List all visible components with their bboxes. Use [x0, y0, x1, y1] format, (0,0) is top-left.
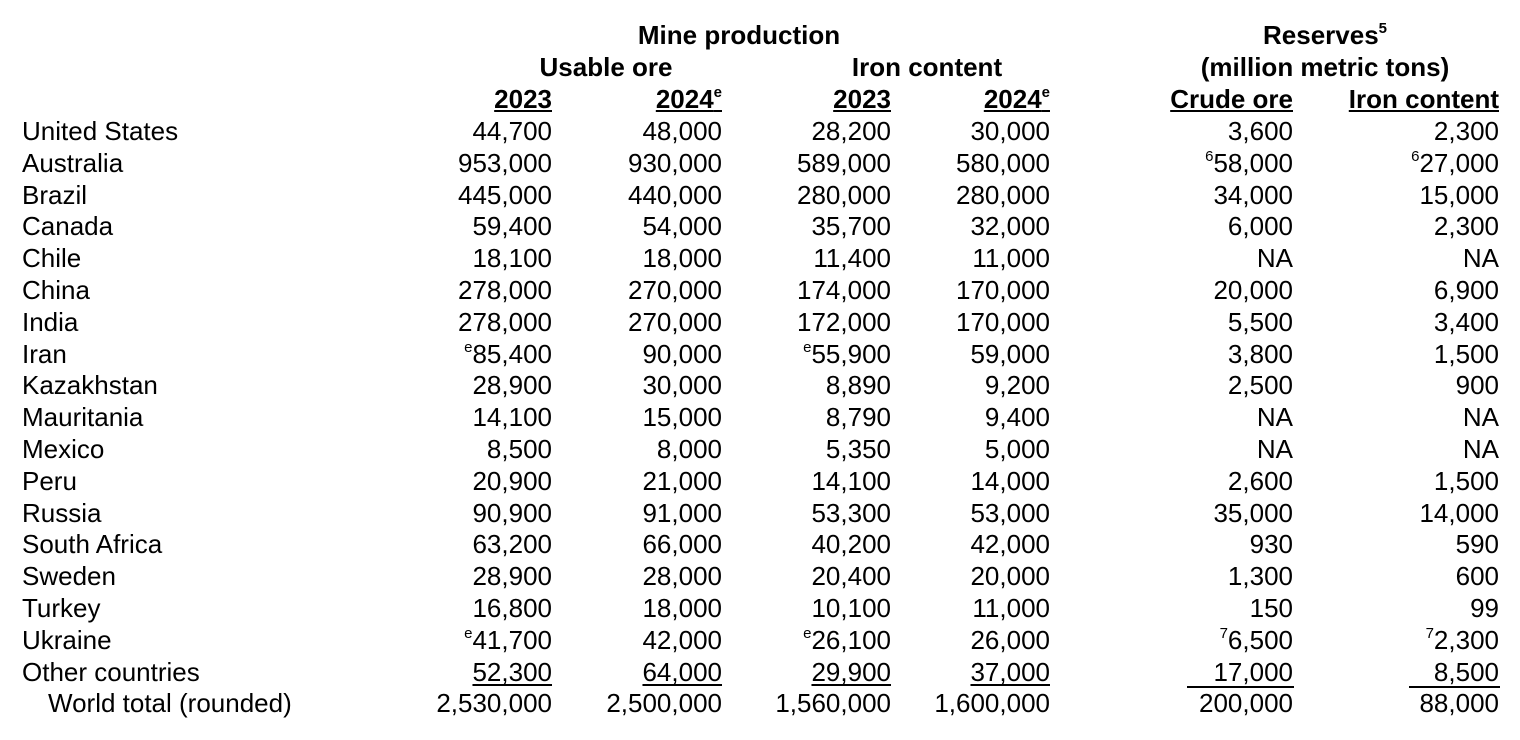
cell-value: NA: [1462, 402, 1499, 432]
cell-value: 18,000: [642, 243, 722, 273]
cell-iron-content-2023: [811, 656, 891, 688]
cell-reserves-iron-content: [1456, 528, 1499, 560]
cell-value: 270,000: [628, 275, 722, 305]
cell-value: 48,000: [642, 116, 722, 146]
cell-usable-ore-2024: [657, 433, 722, 465]
country-name: Russia: [22, 498, 102, 528]
cell-value: 2,530,000: [436, 688, 552, 718]
cell-value: 9,200: [984, 370, 1050, 400]
cell-iron-content-2023: [826, 401, 891, 433]
world-total-label: World total (rounded): [48, 688, 292, 718]
cell-iron-content-2024: [985, 401, 1050, 433]
cell-iron-content-2023: [797, 147, 891, 179]
cell-usable-ore-2024: [628, 306, 722, 338]
cell-reserves-crude-ore: [1228, 338, 1293, 370]
footnote-mark: e: [464, 339, 473, 356]
cell-usable-ore-2024: [642, 528, 722, 560]
cell-value: NA: [1256, 402, 1293, 432]
cell-value: 6,500: [1227, 625, 1293, 655]
cell-iron-content-2023: [811, 465, 891, 497]
cell-value: 930,000: [628, 148, 722, 178]
cell-reserves-crude-ore: [1257, 433, 1293, 465]
cell-usable-ore-2024: [642, 369, 722, 401]
cell-value: 11,000: [972, 243, 1050, 273]
cell-value: 6,000: [1227, 211, 1293, 241]
cell-value: 1,500: [1433, 339, 1499, 369]
cell-value: 52,300: [472, 657, 552, 687]
cell-value: 174,000: [797, 275, 891, 305]
cell-reserves-iron-content: [1434, 210, 1499, 242]
cell-usable-ore-2023: [472, 401, 552, 433]
cell-usable-ore-2024: [606, 687, 722, 719]
cell-iron-content-2024: [970, 465, 1050, 497]
col-header-usable-2023: 2023: [494, 84, 552, 114]
cell-value: 5,350: [825, 434, 891, 464]
cell-value: 3,400: [1433, 307, 1499, 337]
cell-value: 18,000: [642, 593, 722, 623]
cell-iron-content-2023: [811, 528, 891, 560]
total-rule-crude-ore: [1187, 686, 1294, 688]
country-name: Sweden: [22, 561, 116, 591]
cell-reserves-crude-ore: [1228, 560, 1293, 592]
cell-reserves-crude-ore: [1199, 687, 1293, 719]
cell-usable-ore-2024: [628, 147, 722, 179]
cell-usable-ore-2024: [642, 560, 722, 592]
cell-value: 200,000: [1199, 688, 1293, 718]
cell-usable-ore-2024: [642, 497, 722, 529]
cell-usable-ore-2024: [642, 210, 722, 242]
cell-value: 8,790: [825, 402, 891, 432]
reserves-footnote-mark: 5: [1378, 20, 1387, 37]
cell-usable-ore-2023: [487, 433, 552, 465]
cell-usable-ore-2023: [436, 687, 552, 719]
cell-value: 20,000: [1213, 275, 1293, 305]
cell-usable-ore-2023: [464, 338, 552, 370]
header-mine-production: Mine production: [637, 20, 841, 50]
cell-usable-ore-2023: [472, 210, 552, 242]
footnote-mark: 7: [1425, 625, 1434, 642]
cell-value: 278,000: [458, 307, 552, 337]
cell-value: 28,900: [472, 561, 552, 591]
cell-value: 2,500: [1227, 370, 1293, 400]
cell-value: 20,000: [970, 561, 1050, 591]
cell-value: 280,000: [797, 180, 891, 210]
col-header-iron-2024: 2024e: [983, 84, 1050, 114]
cell-value: 59,000: [970, 339, 1050, 369]
cell-iron-content-2024: [970, 497, 1050, 529]
cell-reserves-iron-content: [1434, 306, 1499, 338]
cell-value: 14,100: [472, 402, 552, 432]
cell-reserves-iron-content: [1434, 115, 1499, 147]
cell-iron-content-2024: [970, 624, 1050, 656]
cell-value: 63,200: [472, 529, 552, 559]
cell-reserves-crude-ore: [1257, 401, 1293, 433]
cell-value: 11,400: [813, 243, 891, 273]
cell-usable-ore-2023: [472, 465, 552, 497]
cell-value: NA: [1256, 434, 1293, 464]
cell-value: 58,000: [1213, 148, 1293, 178]
cell-value: 445,000: [458, 180, 552, 210]
cell-usable-ore-2023: [464, 624, 552, 656]
cell-iron-content-2024: [970, 656, 1050, 688]
cell-value: 40,200: [811, 529, 891, 559]
cell-usable-ore-2024: [642, 242, 722, 274]
cell-value: 8,500: [486, 434, 552, 464]
cell-value: 85,400: [472, 339, 552, 369]
cell-value: 3,800: [1227, 339, 1293, 369]
cell-usable-ore-2023: [472, 369, 552, 401]
country-name: China: [22, 275, 90, 305]
cell-iron-content-2024: [972, 242, 1050, 274]
cell-value: 3,600: [1227, 116, 1293, 146]
cell-value: 600: [1455, 561, 1499, 591]
cell-value: 35,700: [811, 211, 891, 241]
cell-value: 64,000: [642, 657, 722, 687]
cell-reserves-crude-ore: [1250, 528, 1293, 560]
cell-value: 8,500: [1433, 657, 1499, 687]
cell-reserves-iron-content: [1434, 274, 1499, 306]
cell-value: 1,500: [1433, 466, 1499, 496]
cell-value: 16,800: [472, 593, 552, 623]
country-name: Mauritania: [22, 402, 144, 432]
country-name: India: [22, 307, 79, 337]
cell-value: 90,900: [472, 498, 552, 528]
cell-value: 66,000: [642, 529, 722, 559]
cell-iron-content-2024: [970, 115, 1050, 147]
country-name: Iran: [22, 339, 67, 369]
cell-value: 580,000: [956, 148, 1050, 178]
col-header-usable-2024: 2024e: [655, 84, 722, 114]
cell-value: 2,300: [1433, 625, 1499, 655]
country-name: Mexico: [22, 434, 105, 464]
cell-value: 26,100: [811, 625, 891, 655]
cell-iron-content-2023: [811, 210, 891, 242]
cell-value: 14,000: [1419, 498, 1499, 528]
cell-iron-content-2024: [970, 338, 1050, 370]
cell-value: 589,000: [797, 148, 891, 178]
cell-value: 278,000: [458, 275, 552, 305]
cell-reserves-crude-ore: [1213, 497, 1293, 529]
cell-value: 1,560,000: [775, 688, 891, 718]
cell-value: 5,000: [984, 434, 1050, 464]
cell-value: 2,500,000: [606, 688, 722, 718]
cell-usable-ore-2024: [628, 274, 722, 306]
cell-value: 53,300: [811, 498, 891, 528]
cell-value: 2,300: [1433, 116, 1499, 146]
cell-reserves-crude-ore: [1205, 147, 1293, 179]
cell-value: 2,300: [1433, 211, 1499, 241]
cell-value: 41,700: [472, 625, 552, 655]
cell-value: 28,000: [642, 561, 722, 591]
footnote-mark: 6: [1205, 148, 1214, 165]
cell-usable-ore-2024: [642, 624, 722, 656]
cell-iron-content-2023: [797, 306, 891, 338]
cell-iron-content-2023: [813, 242, 891, 274]
cell-usable-ore-2024: [642, 656, 722, 688]
cell-value: 32,000: [970, 211, 1050, 241]
cell-reserves-iron-content: [1419, 179, 1499, 211]
cell-reserves-iron-content: [1434, 338, 1499, 370]
cell-value: 17,000: [1213, 657, 1293, 687]
cell-iron-content-2023: [826, 369, 891, 401]
cell-reserves-crude-ore: [1250, 592, 1293, 624]
cell-reserves-crude-ore: [1213, 656, 1293, 688]
cell-value: 54,000: [642, 211, 722, 241]
cell-value: 42,000: [642, 625, 722, 655]
cell-iron-content-2023: [811, 497, 891, 529]
cell-value: NA: [1462, 434, 1499, 464]
cell-reserves-crude-ore: [1228, 306, 1293, 338]
cell-reserves-crude-ore: [1213, 274, 1293, 306]
cell-value: 2,600: [1227, 466, 1293, 496]
cell-usable-ore-2024: [642, 338, 722, 370]
cell-usable-ore-2024: [642, 465, 722, 497]
cell-reserves-iron-content: [1470, 592, 1499, 624]
cell-reserves-crude-ore: [1228, 115, 1293, 147]
cell-value: 42,000: [970, 529, 1050, 559]
cell-usable-ore-2023: [458, 179, 552, 211]
cell-value: 59,400: [472, 211, 552, 241]
cell-usable-ore-2023: [472, 242, 552, 274]
cell-iron-content-2024: [970, 528, 1050, 560]
footnote-mark: e: [803, 339, 812, 356]
cell-value: 270,000: [628, 307, 722, 337]
total-rule-reserves-iron: [1409, 686, 1500, 688]
cell-iron-content-2023: [797, 274, 891, 306]
cell-iron-content-2024: [956, 274, 1050, 306]
cell-value: 11,000: [972, 593, 1050, 623]
country-name: Other countries: [22, 657, 200, 687]
cell-value: 88,000: [1419, 688, 1499, 718]
footnote-mark: 7: [1219, 625, 1228, 642]
cell-value: 35,000: [1213, 498, 1293, 528]
cell-usable-ore-2023: [472, 115, 552, 147]
cell-iron-content-2024: [985, 369, 1050, 401]
cell-value: 1,600,000: [934, 688, 1050, 718]
cell-value: 53,000: [970, 498, 1050, 528]
cell-value: 28,200: [811, 116, 891, 146]
cell-iron-content-2023: [797, 179, 891, 211]
footnote-mark: e: [464, 625, 473, 642]
cell-reserves-iron-content: [1463, 433, 1499, 465]
cell-reserves-crude-ore: [1220, 624, 1293, 656]
cell-reserves-iron-content: [1434, 656, 1499, 688]
country-name: Ukraine: [22, 625, 112, 655]
cell-value: 44,700: [472, 116, 552, 146]
cell-iron-content-2024: [956, 179, 1050, 211]
cell-iron-content-2023: [826, 433, 891, 465]
cell-value: 8,000: [656, 434, 722, 464]
cell-value: 21,000: [642, 466, 722, 496]
country-name: Brazil: [22, 180, 88, 210]
header-reserves-unit: (million metric tons): [1200, 52, 1450, 82]
cell-value: 953,000: [458, 148, 552, 178]
cell-reserves-crude-ore: [1228, 465, 1293, 497]
cell-iron-content-2023: [811, 115, 891, 147]
cell-reserves-iron-content: [1456, 560, 1499, 592]
cell-reserves-iron-content: [1463, 401, 1499, 433]
col-header-crude-ore: Crude ore: [1170, 84, 1293, 114]
cell-reserves-iron-content: [1463, 242, 1499, 274]
cell-value: 9,400: [984, 402, 1050, 432]
cell-value: 150: [1249, 593, 1293, 623]
cell-iron-content-2024: [934, 687, 1050, 719]
cell-value: 26,000: [970, 625, 1050, 655]
cell-value: 440,000: [628, 180, 722, 210]
cell-value: NA: [1256, 243, 1293, 273]
cell-value: 91,000: [642, 498, 722, 528]
cell-value: 170,000: [956, 307, 1050, 337]
cell-value: 5,500: [1227, 307, 1293, 337]
cell-value: 29,900: [811, 657, 891, 687]
cell-reserves-iron-content: [1456, 369, 1499, 401]
cell-value: 900: [1455, 370, 1499, 400]
country-name: United States: [22, 116, 179, 146]
cell-value: 590: [1455, 529, 1499, 559]
cell-reserves-iron-content: [1426, 624, 1499, 656]
cell-value: 14,000: [970, 466, 1050, 496]
cell-iron-content-2024: [956, 306, 1050, 338]
header-iron-content: Iron content: [851, 52, 1003, 82]
cell-value: 30,000: [970, 116, 1050, 146]
cell-value: 8,890: [825, 370, 891, 400]
cell-iron-content-2024: [956, 147, 1050, 179]
cell-value: 930: [1249, 529, 1293, 559]
cell-value: 14,100: [811, 466, 891, 496]
cell-reserves-crude-ore: [1228, 210, 1293, 242]
cell-usable-ore-2023: [472, 528, 552, 560]
cell-value: 15,000: [1419, 180, 1499, 210]
cell-value: 20,900: [472, 466, 552, 496]
country-name: South Africa: [22, 529, 163, 559]
cell-usable-ore-2024: [642, 592, 722, 624]
col-header-iron-2023: 2023: [833, 84, 891, 114]
cell-iron-content-2024: [970, 560, 1050, 592]
cell-value: 28,900: [472, 370, 552, 400]
cell-reserves-iron-content: [1434, 465, 1499, 497]
cell-value: 30,000: [642, 370, 722, 400]
cell-value: 20,400: [811, 561, 891, 591]
cell-iron-content-2023: [811, 560, 891, 592]
cell-value: 99: [1470, 593, 1499, 623]
cell-value: 10,100: [811, 593, 891, 623]
cell-value: 18,100: [472, 243, 552, 273]
cell-usable-ore-2023: [472, 592, 552, 624]
cell-usable-ore-2023: [458, 274, 552, 306]
country-name: Canada: [22, 211, 114, 241]
cell-reserves-crude-ore: [1228, 369, 1293, 401]
country-name: Chile: [22, 243, 82, 273]
cell-reserves-iron-content: [1419, 497, 1499, 529]
country-name: Turkey: [22, 593, 101, 623]
cell-value: NA: [1462, 243, 1499, 273]
footnote-mark: 6: [1411, 148, 1420, 165]
cell-iron-content-2023: [803, 338, 891, 370]
cell-usable-ore-2023: [458, 147, 552, 179]
cell-reserves-iron-content: [1419, 687, 1499, 719]
cell-iron-content-2024: [970, 210, 1050, 242]
cell-usable-ore-2024: [642, 115, 722, 147]
cell-value: 90,000: [642, 339, 722, 369]
cell-usable-ore-2023: [472, 656, 552, 688]
cell-value: 172,000: [797, 307, 891, 337]
cell-value: 55,900: [811, 339, 891, 369]
cell-usable-ore-2024: [642, 401, 722, 433]
footnote-mark: e: [803, 625, 812, 642]
cell-iron-content-2024: [985, 433, 1050, 465]
country-name: Kazakhstan: [22, 370, 158, 400]
cell-usable-ore-2023: [472, 497, 552, 529]
country-name: Australia: [22, 148, 124, 178]
cell-value: 37,000: [970, 657, 1050, 687]
cell-value: 6,900: [1433, 275, 1499, 305]
col-header-reserves-iron-content: Iron content: [1348, 84, 1499, 114]
cell-usable-ore-2024: [628, 179, 722, 211]
cell-value: 280,000: [956, 180, 1050, 210]
cell-value: 1,300: [1227, 561, 1293, 591]
header-usable-ore: Usable ore: [539, 52, 673, 82]
cell-usable-ore-2023: [458, 306, 552, 338]
cell-reserves-crude-ore: [1213, 179, 1293, 211]
cell-iron-content-2023: [811, 592, 891, 624]
cell-value: 27,000: [1419, 148, 1499, 178]
cell-reserves-iron-content: [1411, 147, 1499, 179]
header-reserves: Reserves$^5$: [1263, 20, 1387, 50]
cell-reserves-crude-ore: [1257, 242, 1293, 274]
cell-value: 15,000: [642, 402, 722, 432]
cell-iron-content-2024: [972, 592, 1050, 624]
cell-iron-content-2023: [803, 624, 891, 656]
country-name: Peru: [22, 466, 77, 496]
cell-value: 170,000: [956, 275, 1050, 305]
cell-usable-ore-2023: [472, 560, 552, 592]
cell-value: 34,000: [1213, 180, 1293, 210]
cell-iron-content-2023: [775, 687, 891, 719]
